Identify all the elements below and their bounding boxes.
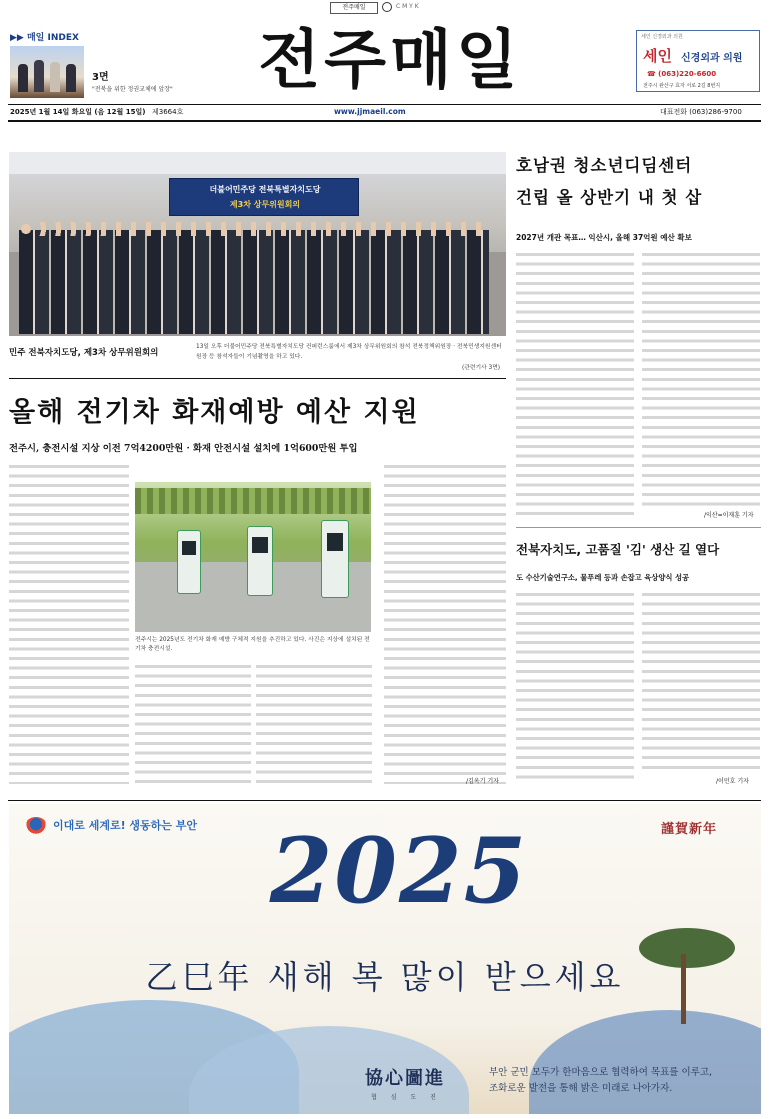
photo-banner-line1: 더불어민주당 전북특별자치도당 xyxy=(209,185,321,194)
ad-slogan: 이대로 세계로! 생동하는 부안 xyxy=(53,819,198,832)
ad-bottom-line2: 조화로운 발전을 통해 밝은 미래로 나아가자. xyxy=(489,1083,673,1094)
ad-year: 2025 xyxy=(269,818,529,924)
ad-bottom-line1: 부안 군민 모두가 한마음으로 협력하여 목표를 이루고, xyxy=(489,1067,713,1078)
corner-ad-brand: 세인 xyxy=(643,47,672,65)
second-story-headline: 전북자치도, 고품질 '김' 생산 길 열다 xyxy=(516,542,720,557)
right-story-sub: 2027년 개관 목표… 익산시, 올해 37억원 예산 확보 xyxy=(516,233,692,242)
corner-ad-phone: ☎ (063)220-6600 xyxy=(647,70,717,78)
index-label: ▶▶ 매일 INDEX xyxy=(10,33,79,43)
index-text: "전북을 위한 정권교체에 앞장" xyxy=(92,86,173,93)
main-story-byline: /김옥기 기자 xyxy=(466,778,499,785)
new-year-ad xyxy=(9,804,761,1114)
second-story-body-right xyxy=(642,590,760,770)
right-story-body-right xyxy=(642,250,760,508)
main-story-headline: 올해 전기차 화재예방 예산 지원 xyxy=(9,397,420,428)
ad-message: 乙巳年 새해 복 많이 받으세요 xyxy=(145,958,625,996)
ad-motto-reading: 협 심 도 진 xyxy=(371,1094,442,1101)
print-mark: 전주매일 xyxy=(330,2,378,14)
pine-tree-icon xyxy=(639,928,735,968)
main-story-col4 xyxy=(384,462,506,784)
photo-banner-line2: 제3차 상무위원회의 xyxy=(229,200,301,209)
index-thumbnail xyxy=(10,46,84,98)
corner-ad-top-line: 세인 신경외과 의원 xyxy=(641,34,683,40)
right-story-headline-2: 건립 올 상반기 내 첫 삽 xyxy=(516,188,703,207)
index-page: 3면 xyxy=(92,72,109,83)
main-story-sub: 전주시, 충전시설 지상 이전 7억4200만원 · 화재 안전시설 설치에 1억600만원 투입 xyxy=(9,443,358,454)
date-line: 2025년 1월 14일 화요일 (음 12월 15일) xyxy=(10,108,146,116)
corner-ad-address: 전주시 완산구 효자 서로 2길 8번지 xyxy=(643,83,721,89)
registration-mark-icon xyxy=(382,2,392,12)
right-story-headline-1: 호남권 청소년디딤센터 xyxy=(516,156,693,175)
second-story-body-left xyxy=(516,590,634,784)
arrow-icon: ▶▶ xyxy=(10,33,24,43)
contact-number: 대표전화 (063)286-9700 xyxy=(660,108,742,116)
charger-icon xyxy=(321,520,349,598)
main-story-col2 xyxy=(135,662,251,784)
charging-photo-caption: 전주시는 2025년도 전기차 화재 예방 구체적 지원을 추진하고 있다. 사진은 지상에 설치된 전기차 충전시설. xyxy=(135,637,370,652)
corner-ad xyxy=(636,30,760,92)
color-bar: C M Y K xyxy=(396,3,419,10)
right-story-byline: /익산=이재훈 기자 xyxy=(704,512,754,519)
second-story-sub: 도 수산기술연구소, 물푸레 등과 손잡고 육상양식 성공 xyxy=(516,573,690,582)
charger-icon xyxy=(247,526,273,596)
main-story-col3 xyxy=(256,662,372,784)
photo-story-credit: (관련기사 3면) xyxy=(462,365,501,371)
group-photo xyxy=(9,152,506,336)
charging-station-photo xyxy=(135,482,371,632)
ad-motto: 協心圖進 xyxy=(365,1068,445,1089)
busan-logo-icon xyxy=(25,817,47,835)
right-story-body-left xyxy=(516,250,634,518)
issue-number: 제3664호 xyxy=(152,108,184,116)
ad-greeting: 謹賀新年 xyxy=(661,822,718,837)
photo-story-title: 민주 전북자치도당, 제3차 상무위원회의 xyxy=(9,348,159,358)
website-link[interactable]: www.jjmaeil.com xyxy=(334,107,406,116)
charger-icon xyxy=(177,530,201,594)
masthead-title: 전주매일 xyxy=(258,24,522,98)
main-story-col1 xyxy=(9,462,129,784)
second-story-byline: /이민호 기자 xyxy=(716,778,749,785)
photo-story-caption: 13일 오후 더불어민주당 전북특별자치도당 컨퍼런스룸에서 제3차 상무위원회의 참석 전북정책위원장 · 전북민생지원센터 원장 등 참석자들이 기념촬영을 하고 있다. xyxy=(196,344,502,360)
corner-ad-dept: 신경외과 의원 xyxy=(681,53,743,64)
mountain-shape xyxy=(529,1010,761,1114)
